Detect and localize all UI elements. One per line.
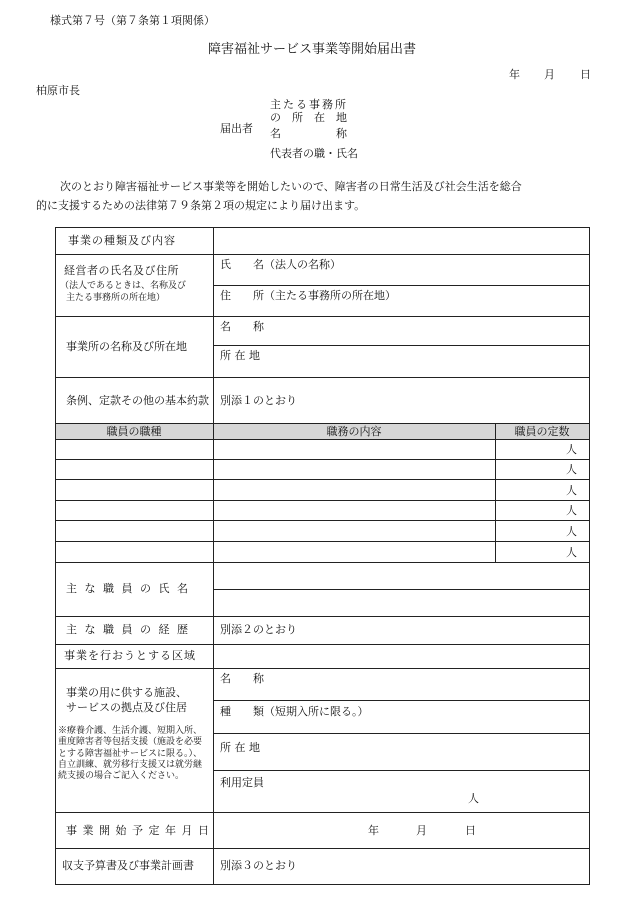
notifier-address-line2: の 所 在 地 <box>270 111 347 124</box>
start-date-label: 事 業 開 始 予 定 年 月 日 <box>66 824 210 837</box>
row-line <box>55 254 590 255</box>
row-line <box>55 479 590 480</box>
subrow-line <box>213 700 590 701</box>
staff-row-unit: 人 <box>566 443 577 456</box>
staff-col-count: 職員の定数 <box>514 425 570 438</box>
row-line <box>55 439 590 440</box>
notifier-label: 届出者 <box>220 122 253 135</box>
staff-row-unit: 人 <box>566 525 577 538</box>
facility-name-field[interactable]: 名 称 <box>220 672 264 685</box>
subrow-line <box>213 285 590 286</box>
row-line <box>55 500 590 501</box>
facility-type-field[interactable]: 種 類（短期入所に限る。） <box>220 705 369 718</box>
row-line <box>55 562 590 563</box>
staff-col-title: 職員の職種 <box>106 425 162 438</box>
staff-row-unit: 人 <box>566 484 577 497</box>
facility-label-line1: 事業の用に供する施設、 <box>66 686 187 699</box>
facility-capacity-unit: 人 <box>468 792 479 805</box>
office-label: 事業所の名称及び所在地 <box>66 340 187 353</box>
bylaws-value: 別添１のとおり <box>220 394 297 407</box>
date-month: 月 <box>544 68 555 81</box>
form-number: 様式第７号（第７条第１項関係） <box>50 14 215 27</box>
intro-line2: 的に支援するための法律第７９条第２項の規定により届け出ます。 <box>36 199 366 212</box>
table-border-left <box>55 227 56 885</box>
table-border-top <box>55 227 590 228</box>
operator-name-field[interactable]: 氏 名（法人の名称） <box>220 258 341 271</box>
operator-note-line1: （法人であるときは、名称及び <box>60 281 187 291</box>
date-year: 年 <box>509 68 520 81</box>
start-date-year: 年 <box>368 824 379 837</box>
row-line <box>55 377 590 378</box>
operator-label: 経営者の氏名及び住所 <box>64 264 179 277</box>
notifier-name: 名 称 <box>270 127 347 140</box>
subrow-line <box>213 589 590 590</box>
row-line <box>55 459 590 460</box>
facility-label-line2: サービスの拠点及び住居 <box>66 701 187 714</box>
row-line <box>55 316 590 317</box>
row-line <box>55 668 590 669</box>
row-line <box>55 423 590 424</box>
staff-row-unit: 人 <box>566 463 577 476</box>
staff-row-unit: 人 <box>566 504 577 517</box>
office-location-field[interactable]: 所 在 地 <box>220 349 260 362</box>
notifier-rep: 代表者の職・氏名 <box>270 147 358 160</box>
addressee: 柏原市長 <box>36 84 80 97</box>
row-line <box>55 541 590 542</box>
subrow-line <box>213 345 590 346</box>
facility-note: ※療養介護、生活介護、短期入所、重度障害者等包括支援（施設を必要とする障害福祉サービスに限る。）、自立訓練、就労移行支援又は就労継続支援の場合ご記入ください。 <box>58 726 203 781</box>
staff-row-unit: 人 <box>566 546 577 559</box>
col-divider-left <box>213 227 214 885</box>
date-day: 日 <box>580 68 591 81</box>
facility-location-field[interactable]: 所 在 地 <box>220 741 260 754</box>
subrow-line <box>213 770 590 771</box>
row-line <box>55 616 590 617</box>
row-line <box>55 812 590 813</box>
row-line <box>55 644 590 645</box>
start-date-month: 月 <box>416 824 427 837</box>
budget-value: 別添３のとおり <box>220 859 297 872</box>
subrow-line <box>213 733 590 734</box>
operator-address-field[interactable]: 住 所（主たる事務所の所在地） <box>220 289 396 302</box>
facility-capacity-field[interactable]: 利用定員 <box>220 776 264 789</box>
bylaws-label: 条例、定款その他の基本約款 <box>66 394 209 407</box>
intro-line1: 次のとおり障害福祉サービス事業等を開始したいので、障害者の日常生活及び社会生活を総合 <box>60 180 522 193</box>
staff-col-duties: 職務の内容 <box>326 425 382 438</box>
table-border-right <box>589 227 590 885</box>
row-line <box>55 520 590 521</box>
operator-note-line2: 主たる事務所の所在地） <box>66 293 166 303</box>
budget-label: 収支予算書及び事業計画書 <box>62 859 194 872</box>
main-staff-career-label: 主 な 職 員 の 経 歴 <box>66 623 190 636</box>
main-staff-name-label: 主 な 職 員 の 氏 名 <box>66 582 190 595</box>
page-title: 障害福祉サービス事業等開始届出書 <box>208 42 417 57</box>
table-border-bottom <box>55 884 590 885</box>
row-line <box>55 848 590 849</box>
main-staff-career-value: 別添２のとおり <box>220 623 297 636</box>
business-type-label: 事業の種類及び内容 <box>68 234 176 247</box>
area-label: 事業を行おうとする区域 <box>64 649 196 662</box>
notifier-address-line1: 主たる事務所 <box>270 98 348 111</box>
start-date-day: 日 <box>465 824 476 837</box>
office-name-field[interactable]: 名 称 <box>220 320 264 333</box>
